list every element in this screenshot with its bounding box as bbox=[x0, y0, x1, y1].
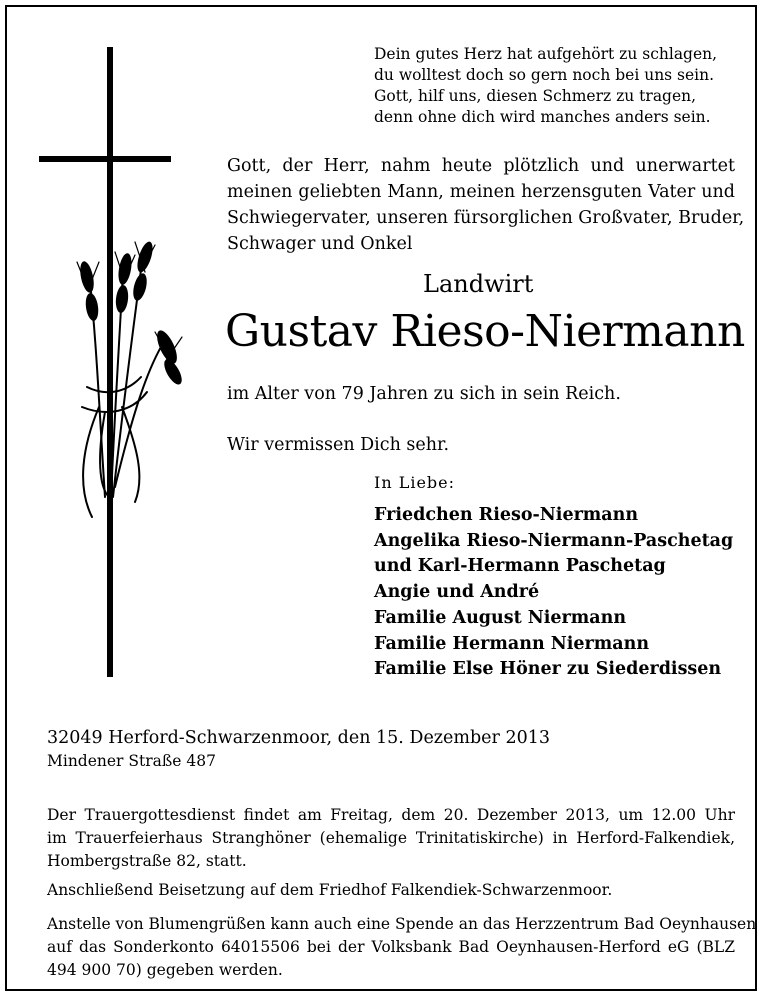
poem-line: Gott, hilf uns, diesen Schmerz zu tragen, bbox=[374, 87, 697, 105]
announcement-text bbox=[227, 153, 745, 257]
cross-icon bbox=[39, 47, 171, 677]
wheat-ears-icon bbox=[77, 240, 185, 517]
mourner-entry: und Karl-Hermann Paschetag bbox=[374, 556, 666, 577]
announcement-line: meinen geliebten Mann, meinen herzensguten Vater und bbox=[227, 182, 735, 202]
donation-line: 494 900 70) gegeben werden. bbox=[47, 961, 283, 979]
donation-line: auf das Sonderkonto 64015506 bei der Volksbank Bad Oeynhausen-Herford eG (BLZ bbox=[47, 938, 735, 956]
place-and-date: 32049 Herford-Schwarzenmoor, den 15. Dezember 2013 bbox=[47, 728, 550, 748]
mourner-entry: Angelika Rieso-Niermann-Paschetag bbox=[374, 530, 734, 551]
donation-text bbox=[47, 913, 757, 982]
announcement-line: Gott, der Herr, nahm heute plötzlich und unerwartet bbox=[227, 156, 735, 176]
poem-line: denn ohne dich wird manches anders sein. bbox=[374, 108, 711, 126]
service-line: im Trauerfeierhaus Stranghöner (ehemalige Trinitatiskirche) in Herford-Falkendiek, bbox=[47, 829, 735, 847]
donation-line: Anstelle von Blumengrüßen kann auch eine Spende an das Herzzentrum Bad Oeynhausen bbox=[47, 915, 757, 933]
mourner-entry: Familie Else Höner zu Siederdissen bbox=[374, 659, 722, 680]
announcement-line: Schwager und Onkel bbox=[227, 234, 413, 254]
mourner-entry: Friedchen Rieso-Niermann bbox=[374, 505, 639, 525]
in-love-label: In Liebe: bbox=[374, 473, 456, 492]
mourner-entry: Angie und André bbox=[374, 582, 540, 603]
obituary-card bbox=[5, 5, 757, 991]
age-text: im Alter von 79 Jahren zu sich in sein Reich. bbox=[227, 384, 621, 404]
service-line: Der Trauergottesdienst findet am Freitag, dem 20. Dezember 2013, um 12.00 Uhr bbox=[47, 806, 735, 824]
deceased-name: Gustav Rieso-Niermann bbox=[225, 306, 745, 357]
burial-text: Anschließend Beisetzung auf dem Friedhof Falkendiek-Schwarzenmoor. bbox=[47, 881, 613, 899]
poem-line: du wolltest doch so gern noch bei uns sein. bbox=[374, 66, 715, 84]
service-line: Hombergstraße 82, statt. bbox=[47, 852, 247, 870]
funeral-service-text bbox=[47, 804, 735, 873]
announcement-line: Schwiegervater, unseren fürsorglichen Großvater, Bruder, bbox=[227, 208, 745, 228]
street-address: Mindener Straße 487 bbox=[47, 752, 216, 770]
miss-text: Wir vermissen Dich sehr. bbox=[227, 435, 450, 455]
deceased-occupation: Landwirt bbox=[423, 270, 534, 298]
mourner-entry: Familie August Niermann bbox=[374, 607, 627, 628]
mourners-list bbox=[374, 503, 733, 683]
poem-line: Dein gutes Herz hat aufgehört zu schlagen, bbox=[374, 45, 718, 63]
mourner-entry: Familie Hermann Niermann bbox=[374, 633, 650, 654]
cross-with-wheat-illustration bbox=[37, 47, 187, 697]
poem bbox=[374, 44, 717, 128]
